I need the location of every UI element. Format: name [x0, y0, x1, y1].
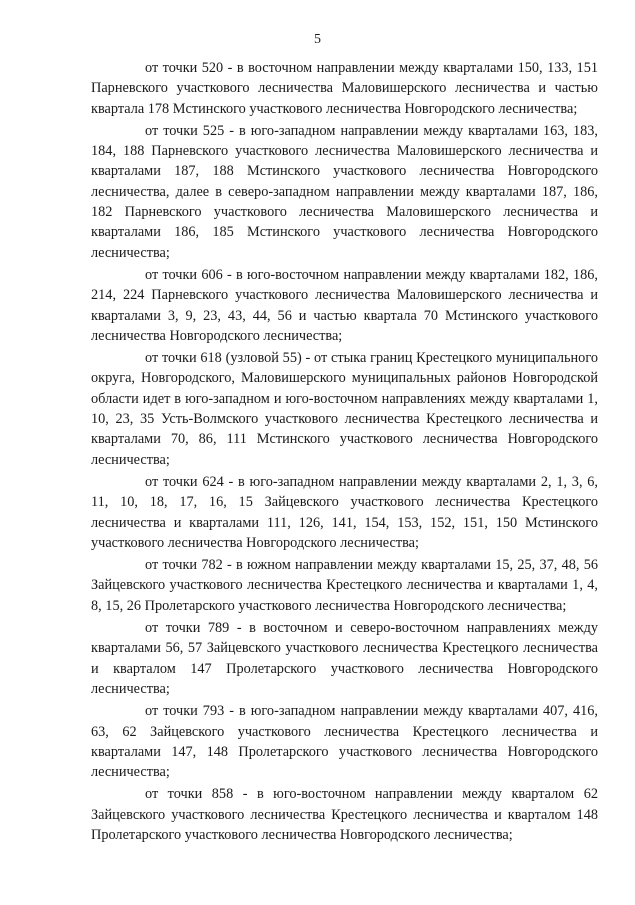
boundary-paragraph-point-858: от точки 858 - в юго-восточном направлении между кварталом 62 Зайцевского участкового лесничества Крестецкого лесничества и кварталом 148 Пролетарского участкового лесничества Новгородского лесничества; [91, 786, 598, 843]
boundary-paragraph-point-782: от точки 782 - в южном направлении между кварталами 15, 25, 37, 48, 56 Зайцевского участкового лесничества Крестецкого лесничества и кварталами 1, 4, 8, 15, 26 Пролетарского участкового лесничества Новгородского лесничества; [91, 557, 598, 614]
document-body [91, 58, 598, 847]
boundary-paragraph-point-606: от точки 606 - в юго-восточном направлении между кварталами 182, 186, 214, 224 Парневского участкового лесничества Маловишерского лесничества и кварталами 3, 9, 23, 43, 44, 56 и частью квартала 70 Мстинского участкового лесничества Новгородского лесничества; [91, 266, 598, 344]
boundary-paragraph-point-793: от точки 793 - в юго-западном направлении между кварталами 407, 416, 63, 62 Зайцевского участкового лесничества Крестецкого лесничества и кварталами 147, 148 Пролетарского участкового лесничества Новгородского лесничества; [91, 703, 598, 781]
boundary-paragraph-point-789: от точки 789 - в восточном и северо-восточном направлениях между кварталами 56, 57 Зайцевского участкового лесничества Крестецкого лесничества и кварталом 147 Пролетарского участкового лесничества Новгородского лесничества; [91, 620, 598, 697]
page-number: 5 [314, 32, 321, 47]
boundary-paragraph-point-520: от точки 520 - в восточном направлении между кварталами 150, 133, 151 Парневского участкового лесничества Маловишерского лесничества и частью квартала 178 Мстинского участкового лесничества Новгородского лесничества; [91, 60, 598, 117]
boundary-paragraph-point-525: от точки 525 - в юго-западном направлении между кварталами 163, 183, 184, 188 Парневского участкового лесничества Маловишерского лесничества и кварталами 187, 188 Мстинского участкового лесничества Новгородского лесничества, далее в северо-западном направлении между кварталами 187, 186, 182 Парневского участкового лесничества Маловишерского лесничества и кварталами 186, 185 Мстинского участкового лесничества Новгородского лесничества; [91, 122, 598, 261]
boundary-paragraph-point-618: от точки 618 (узловой 55) - от стыка границ Крестецкого муниципального округа, Новгородского, Маловишерского муниципальных районов Новгородской области идет в юго-западном и юго-восточном направлениях между кварталами 1, 10, 23, 35 Усть-Волмского участкового лесничества Крестецкого лесничества и кварталами 70, 86, 111 Мстинского участкового лесничества Новгородского лесничества; [91, 350, 598, 468]
boundary-paragraph-point-624: от точки 624 - в юго-западном направлении между кварталами 2, 1, 3, 6, 11, 10, 18, 17, 16, 15 Зайцевского участкового лесничества Крестецкого лесничества и кварталами 111, 126, 141, 154, 153, 152, 151, 150 Мстинского участкового лесничества Новгородского лесничества; [91, 473, 598, 551]
